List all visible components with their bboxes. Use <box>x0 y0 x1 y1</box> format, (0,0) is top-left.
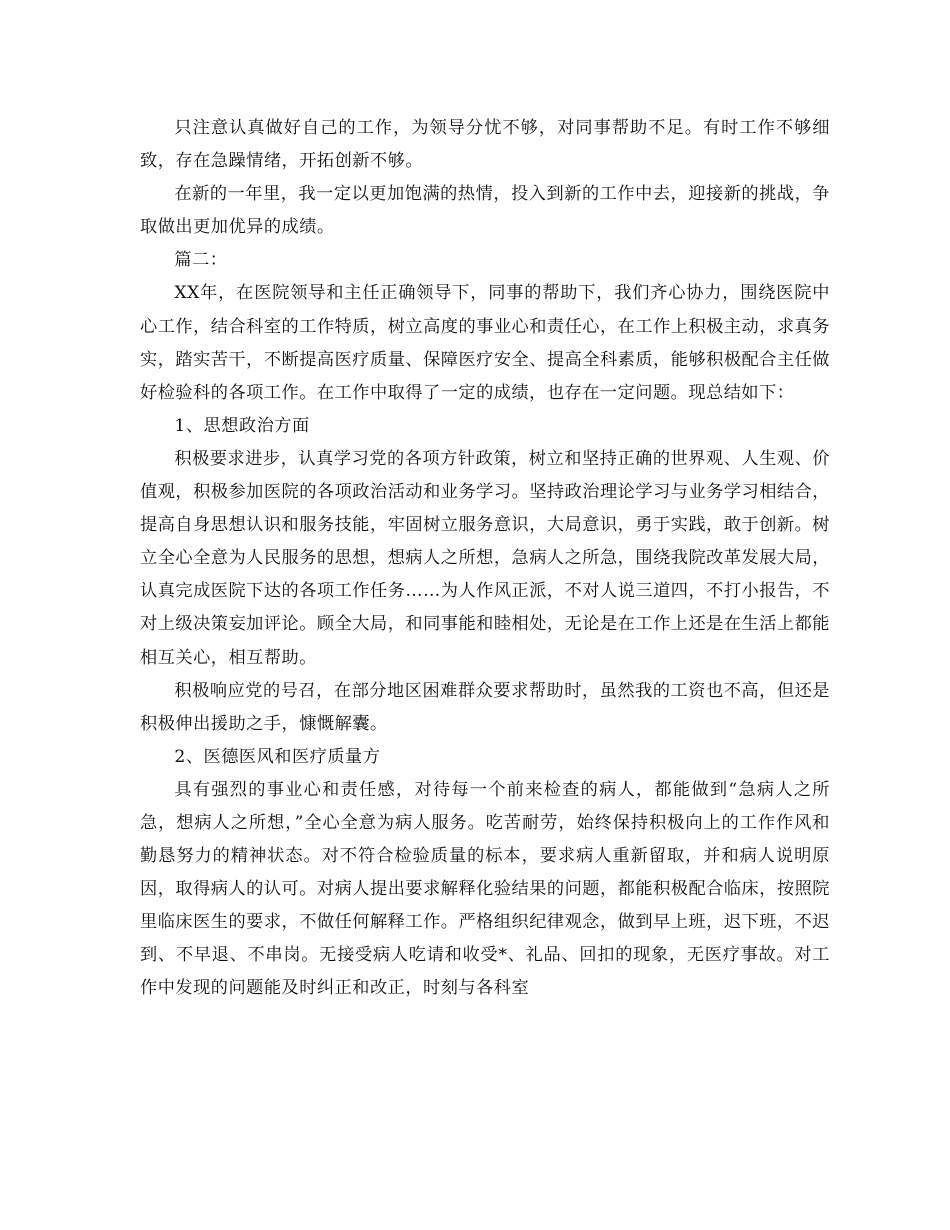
section-heading-part-two: 篇二： <box>174 250 228 271</box>
section-heading-political: 1、思想政治方面 <box>174 415 310 436</box>
paragraph-4: 积极要求进步，认真学习党的各项方针政策，树立和坚持正确的世界观、人生观、价值观，积极参加医院的各项政治活动和业务学习。坚持政治理论学习与业务学习相结合，提高自身思想认识和服务技能，牢固树立服务意识，大局意识，勇于实践，敢于创新。树立全心全意为人民服务的思想，想病人之所想，急病人之所急，围绕我院改革发展大局，认真完成医院下达的各项工作任务……为人作风正派，不对人说三道四，不打小报告，不对上级决策妄加评论。顾全大局，和同事能和睦相处，无论是在工作上还是在生活上都能相互关心，相互帮助。 <box>140 448 830 668</box>
section-heading-ethics: 2、医德医风和医疗质量方 <box>174 746 381 767</box>
paragraph-5: 积极响应党的号召，在部分地区困难群众要求帮助时，虽然我的工资也不高，但还是积极伸出援助之手，慷慨解囊。 <box>140 680 830 734</box>
paragraph-6: 具有强烈的事业心和责任感，对待每一个前来检查的病人，都能做到“急病人之所急，想病人之所想，”全心全意为病人服务。吃苦耐劳，始终保持积极向上的工作作风和勤恳努力的精神状态。对不符合检验质量的标本，要求病人重新留取，并和病人说明原因，取得病人的认可。对病人提出要求解释化验结果的问题，都能积极配合临床，按照院里临床医生的要求，不做任何解释工作。严格组织纪律观念，做到早上班，迟下班，不迟到、不早退、不串岗。无接受病人吃请和收受*、礼品、回扣的现象，无医疗事故。对工作中发现的问题能及时纠正和改正，时刻与各科室 <box>140 779 830 999</box>
paragraph-1: 只注意认真做好自己的工作，为领导分忧不够，对同事帮助不足。有时工作不够细致，存在急躁情绪，开拓创新不够。 <box>140 118 830 172</box>
document-page <box>140 112 830 1006</box>
paragraph-3: XX年，在医院领导和主任正确领导下，同事的帮助下，我们齐心协力，围绕医院中心工作，结合科室的工作特质，树立高度的事业心和责任心，在工作上积极主动，求真务实，踏实苦干，不断提高医疗质量、保障医疗安全、提高全科素质，能够积极配合主任做好检验科的各项工作。在工作中取得了一定的成绩，也存在一定问题。现总结如下： <box>140 283 830 403</box>
paragraph-2: 在新的一年里，我一定以更加饱满的热情，投入到新的工作中去，迎接新的挑战，争取做出更加优异的成绩。 <box>140 184 830 238</box>
